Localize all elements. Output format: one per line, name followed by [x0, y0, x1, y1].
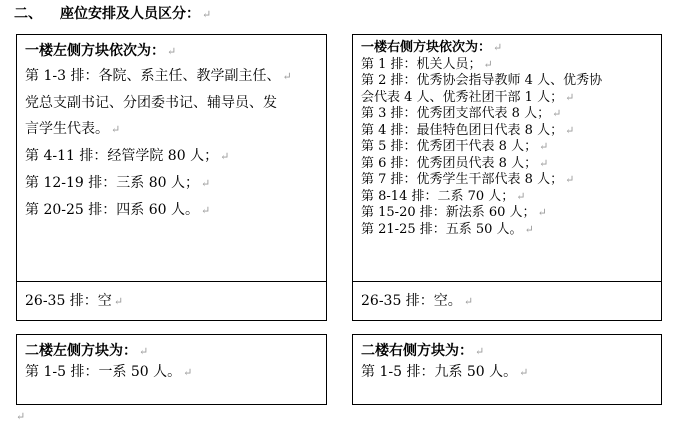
list-item: 第 12-19 排：三系 80 人； ↵: [25, 175, 211, 191]
paragraph-mark-icon: ↵: [524, 222, 534, 236]
left-floor2-title: 二楼左侧方块为： ↵: [25, 343, 149, 359]
paragraph-mark-icon: ↵: [539, 156, 549, 170]
list-item: 第 2 排：优秀协会指导教师 4 人、优秀协: [361, 73, 603, 88]
list-item: 第 1-5 排：一系 50 人。 ↵: [25, 364, 193, 380]
list-item: 第 1-3 排：各院、系主任、教学副主任、 ↵: [25, 68, 292, 84]
paragraph-mark-icon: ↵: [565, 123, 575, 137]
section-title: 座位安排及人员区分：: [60, 6, 200, 22]
paragraph-mark-icon: ↵: [537, 206, 547, 219]
paragraph-mark-icon: ↵: [483, 57, 493, 71]
list-item: 第 5 排：优秀团干代表 8 人； ↵: [361, 139, 549, 154]
right-floor1-empty-rows: [352, 281, 662, 321]
list-item: 会代表 4 人、优秀社团干部 1 人； ↵: [361, 89, 575, 105]
list-item: 第 1-5 排：九系 50 人。 ↵: [361, 364, 529, 380]
list-item: 第 21-25 排：五系 50 人。 ↵: [361, 221, 534, 237]
paragraph-mark-icon: ↵: [220, 150, 230, 163]
paragraph-mark-icon: ↵: [111, 123, 121, 136]
list-item: 第 1 排：机关人员； ↵: [361, 56, 493, 72]
list-item: 言学生代表。 ↵: [25, 121, 121, 137]
paragraph-mark-icon: ↵: [202, 8, 212, 21]
paragraph-mark-icon: ↵: [493, 41, 503, 54]
paragraph-mark-icon: ↵: [200, 177, 211, 190]
left-floor1-title: 一楼左侧方块依次为： ↵: [25, 43, 177, 59]
paragraph-mark-icon: ↵: [565, 173, 575, 186]
paragraph-mark-icon: ↵: [539, 140, 549, 153]
paragraph-mark-icon: ↵: [113, 295, 124, 308]
section-number: 二、: [14, 6, 42, 22]
paragraph-mark-icon: ↵: [16, 410, 26, 423]
paragraph-mark-icon: ↵: [167, 45, 177, 58]
list-item: 第 4 排：最佳特色团日代表 8 人； ↵: [361, 122, 575, 138]
paragraph-mark-icon: ↵: [516, 189, 526, 203]
list-item: 党总支副书记、分团委书记、辅导员、发: [25, 95, 277, 111]
list-item: 第 20-25 排：四系 60 人。 ↵: [25, 202, 211, 218]
paragraph-mark-icon: ↵: [282, 70, 292, 83]
right-floor2-title: 二楼右侧方块为： ↵: [361, 343, 485, 359]
paragraph-mark-icon: ↵: [475, 345, 485, 358]
paragraph-mark-icon: ↵: [200, 204, 211, 217]
empty-rows-text: 26-35 排：空: [25, 293, 112, 309]
list-item: 第 7 排：优秀学生干部代表 8 人； ↵: [361, 172, 575, 187]
paragraph-mark-icon: ↵: [139, 345, 149, 358]
list-item: 第 15-20 排：新法系 60 人； ↵: [361, 205, 547, 220]
right-floor1-block: [352, 34, 662, 282]
right-floor2-block: [352, 334, 662, 405]
paragraph-mark-icon: ↵: [552, 107, 562, 120]
paragraph-mark-icon: ↵: [183, 366, 193, 379]
left-floor2-block: [16, 334, 327, 405]
list-item: 第 3 排：优秀团支部代表 8 人； ↵: [361, 106, 562, 121]
section-heading: [14, 4, 211, 25]
empty-rows-text: 26-35 排：空。: [361, 293, 462, 309]
left-floor1-empty-rows: [16, 281, 327, 321]
paragraph-mark-icon: ↵: [565, 90, 575, 104]
list-item: 第 4-11 排：经管学院 80 人； ↵: [25, 148, 230, 164]
left-floor1-block: [16, 34, 327, 282]
paragraph-mark-icon: ↵: [519, 366, 529, 379]
right-floor1-title: 一楼右侧方块依次为： ↵: [361, 40, 503, 55]
list-item: 第 8-14 排：二系 70 人； ↵: [361, 188, 526, 204]
paragraph-mark-icon: ↵: [463, 295, 474, 308]
list-item: 第 6 排：优秀团员代表 8 人； ↵: [361, 155, 549, 171]
